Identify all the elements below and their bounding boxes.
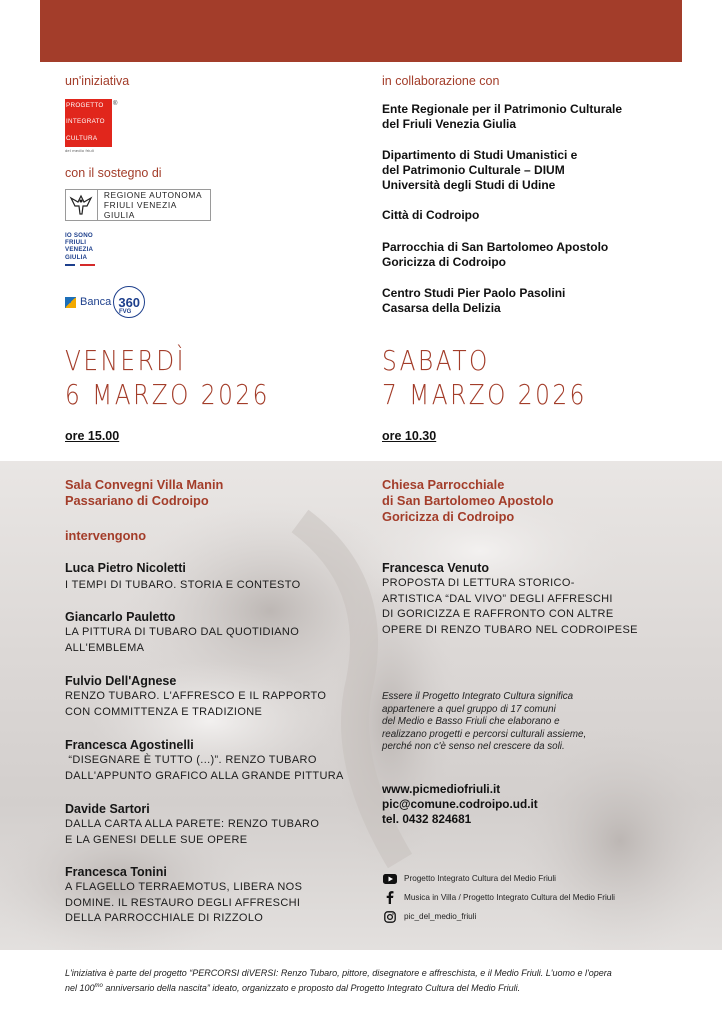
registered-mark: ® — [113, 101, 118, 107]
speaker-name: Francesca Tonini — [65, 865, 167, 879]
talk-item — [65, 865, 302, 927]
instagram-icon — [382, 911, 398, 923]
social-label: Musica in Villa / Progetto Integrato Cultura del Medio Friuli — [404, 893, 616, 902]
social-instagram[interactable] — [382, 909, 615, 924]
speaker-name: Davide Sartori — [65, 802, 150, 816]
pic-logo-line: CULTURA — [66, 135, 98, 142]
talk-title: ALL'EMBLEMA — [65, 641, 145, 654]
partner-item: Città di Codroipo — [382, 208, 480, 222]
day1-date: 6 MARZO 2026 — [65, 378, 270, 411]
day1-time: ore 15.00 — [65, 429, 120, 443]
talk-item — [65, 738, 344, 784]
footer-note: L'iniziativa è parte del progetto “PERCORSI diVERSI: Renzo Tubaro, pittore, disegnatore e affreschista, e il Medio Friuli. L'uomo e l'opera nel $100^{mo}$ anniversario della nascita” ideato, organizzato e proposto dal Progetto Integrato Cultura del Medio Friuli. — [65, 968, 612, 993]
banca-360-logo — [65, 287, 145, 317]
day2-time: ore 10.30 — [382, 429, 437, 443]
talk-title: A FLAGELLO TERRAEMOTUS, LIBERA NOS — [65, 881, 303, 893]
talk-title: DALLA CARTA ALLA PARETE: RENZO TUBARO — [65, 818, 320, 830]
partner-item: Centro Studi Pier Paolo Pasolini Casarsa della Delizia — [382, 286, 566, 315]
banca-360-circle: 360 — [113, 286, 145, 318]
io-sono-line: VENEZIA — [65, 246, 94, 254]
day1-weekday: VENERDÌ — [65, 344, 186, 377]
talk-item — [65, 610, 299, 656]
collab-label: in collaborazione con — [382, 74, 500, 88]
speaker-name: Luca Pietro Nicoletti — [65, 561, 186, 575]
talk-title: RENZO TUBARO. L'AFFRESCO E IL RAPPORTO — [65, 690, 327, 702]
talk-title: ARTISTICA “DAL VIVO” DEGLI AFFRESCHI — [382, 592, 613, 605]
top-color-band — [40, 0, 682, 62]
partner-item: Ente Regionale per il Patrimonio Culturale del Friuli Venezia Giulia — [382, 102, 623, 131]
social-facebook[interactable] — [382, 890, 615, 905]
talk-title: DELLA PARROCCHIALE DI RIZZOLO — [65, 912, 264, 924]
flag-stripe — [65, 264, 95, 266]
talk-title: E LA GENESI DELLE SUE OPERE — [65, 833, 248, 846]
talk-title: I TEMPI DI TUBARO. STORIA E CONTESTO — [65, 579, 301, 591]
talk-item — [65, 561, 301, 594]
talk-item — [65, 674, 326, 720]
talk-item — [382, 561, 638, 638]
fvg-region-logo — [65, 189, 211, 221]
social-label: pic_del_medio_friuli — [404, 912, 477, 921]
io-sono-line: IO SONO — [65, 232, 93, 239]
phone-number: tel. 0432 824681 — [382, 811, 472, 826]
fvg-logo-line2: FRIULI VENEZIA GIULIA — [103, 200, 177, 220]
mission-statement: Essere il Progetto Integrato Cultura significa appartenere a quel gruppo di 17 comuni del Medio e Basso Friuli che elaborano e realizzano progetti e percorsi culturali assieme, perché non c'è senso nel crescere da soli. — [382, 691, 587, 752]
talk-item — [65, 802, 319, 848]
social-label: Progetto Integrato Cultura del Medio Friuli — [404, 874, 557, 883]
youtube-icon — [382, 873, 398, 885]
initiative-label: un'iniziativa — [65, 74, 130, 88]
banca-square-icon — [65, 297, 76, 308]
talk-title: DALL'APPUNTO GRAFICO ALLA GRANDE PITTURA — [65, 769, 344, 782]
pic-logo-line: PROGETTO — [66, 102, 104, 109]
email-link[interactable]: pic@comune.codroipo.ud.it — [382, 796, 538, 811]
talk-title: “DISEGNARE È TUTTO (...)”. RENZO TUBARO — [65, 754, 317, 766]
social-youtube[interactable] — [382, 871, 615, 886]
speakers-label: intervengono — [65, 528, 147, 543]
website-link[interactable]: www.picmediofriuli.it — [382, 782, 501, 796]
pic-logo-line: INTEGRATO — [66, 118, 105, 125]
fvg-logo-line1: REGIONE AUTONOMA — [103, 190, 203, 200]
speaker-name: Francesca Agostinelli — [65, 738, 194, 752]
talk-title: CON COMMITTENZA E TRADIZIONE — [65, 705, 263, 718]
banca-fvg: FVG — [119, 309, 132, 315]
io-sono-line: FRIULI — [65, 239, 87, 247]
eagle-icon — [66, 190, 98, 220]
speaker-name: Fulvio Dell'Agnese — [65, 674, 177, 688]
day2-date: 7 MARZO 2026 — [382, 378, 587, 411]
io-sono-fvg-logo — [65, 232, 93, 261]
day1-venue: Sala Convegni Villa Manin Passariano di Codroipo — [65, 477, 224, 508]
contacts — [382, 782, 538, 826]
speaker-name: Francesca Venuto — [382, 561, 489, 575]
talk-title: LA PITTURA DI TUBARO DAL QUOTIDIANO — [65, 626, 300, 638]
partner-item: Parrocchia di San Bartolomeo Apostolo Goricizza di Codroipo — [382, 240, 609, 269]
support-label: con il sostegno di — [65, 166, 162, 180]
pic-logo-subtitle: del medio friuli — [65, 148, 94, 153]
talk-title: DOMINE. IL RESTAURO DEGLI AFFRESCHI — [65, 896, 301, 909]
talk-title: PROPOSTA DI LETTURA STORICO- — [382, 577, 575, 589]
partner-item: Dipartimento di Studi Umanistici e del Patrimonio Culturale – DIUM Università degli Studi di Udine — [382, 148, 578, 192]
talk-title: DI GORICIZZA E RAFFRONTO CON ALTRE — [382, 608, 614, 620]
speaker-name: Giancarlo Pauletto — [65, 610, 176, 624]
day2-venue: Chiesa Parrocchiale di San Bartolomeo Apostolo Goricizza di Codroipo — [382, 477, 554, 524]
banca-word: Banca — [80, 296, 112, 308]
facebook-icon — [382, 892, 398, 904]
day2-weekday: SABATO — [382, 344, 490, 377]
pic-logo — [65, 99, 125, 153]
io-sono-line: GIULIA — [65, 253, 88, 261]
social-links — [382, 871, 615, 924]
talk-title: OPERE DI RENZO TUBARO NEL CODROIPESE — [382, 623, 638, 636]
